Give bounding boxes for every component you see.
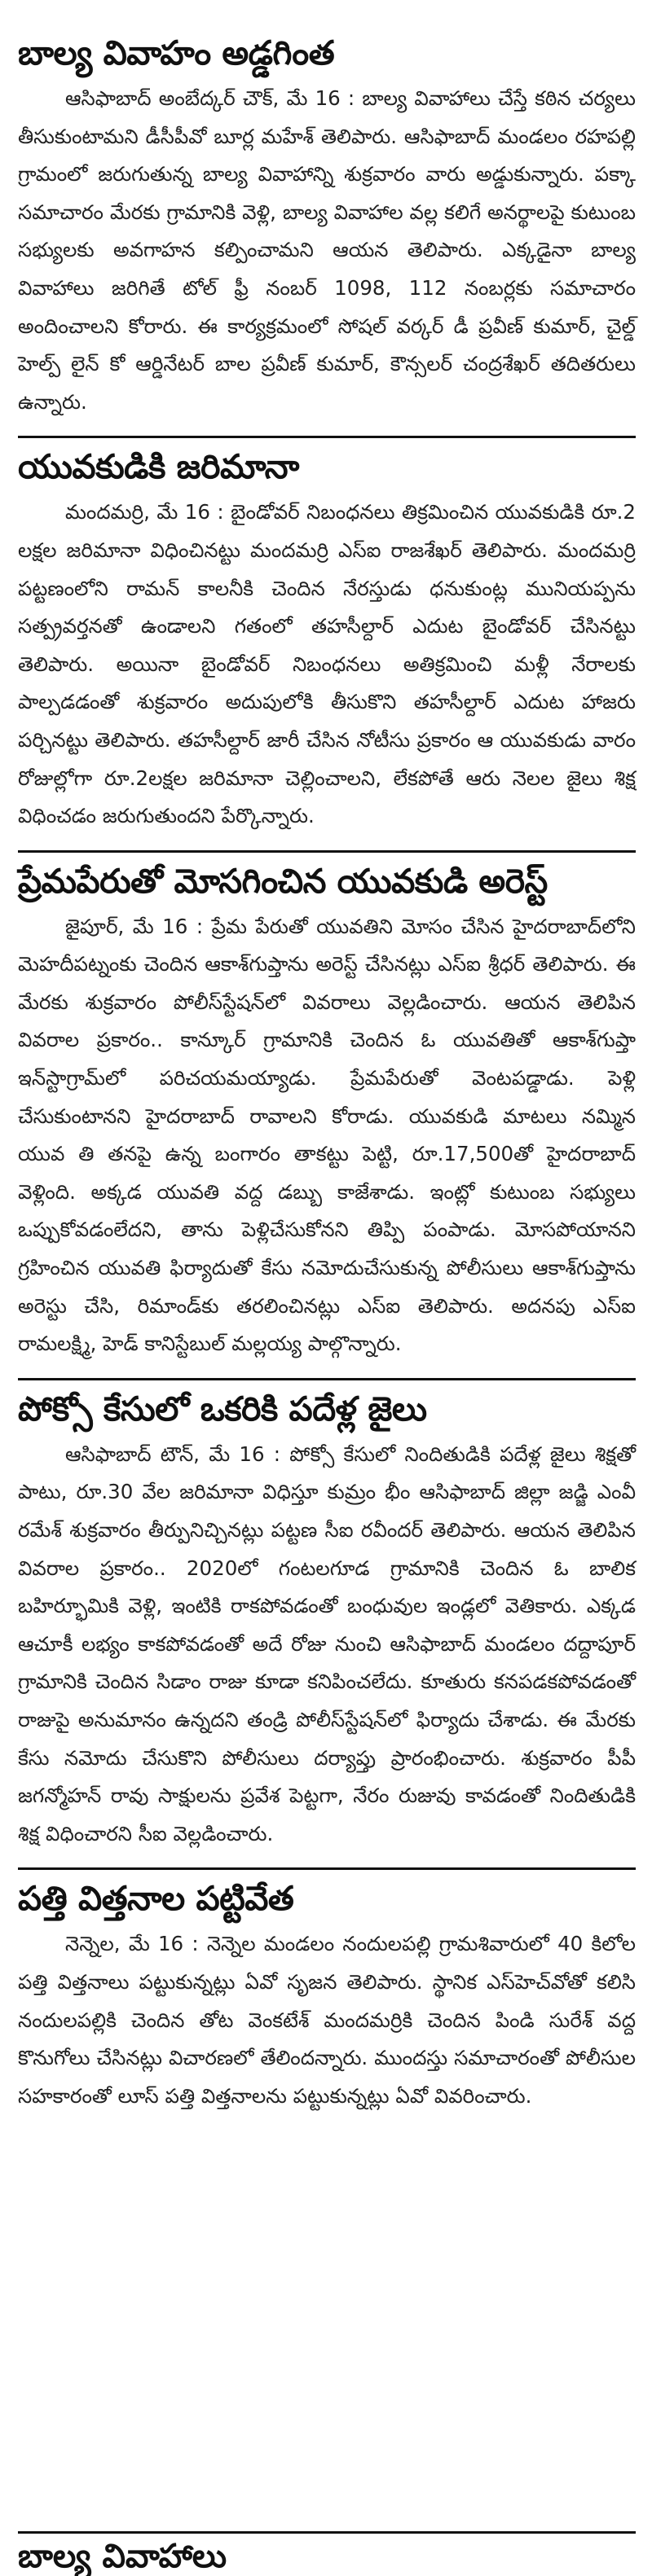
article-love-fraud-arrest xyxy=(18,850,636,1378)
headline-love-fraud-arrest: ప్రేమపేరుతో మోసగించిన యువకుడి అరెస్ట్ xyxy=(18,850,636,905)
article-youth-fine xyxy=(18,436,636,849)
article-cotton-seeds xyxy=(18,1867,636,2130)
headline-youth-fine: యువకుడికి జరిమానా xyxy=(18,436,636,490)
body-cotton-seeds: నెన్నెల, మే 16 : నెన్నెల మండలం నందులపల్లి గ్రామశివారులో 40 కిలోల పత్తి విత్తనాలు పట్టుకున్నట్లు ఏవో సృజన తెలిపారు. స్థానిక ఎస్‌హెచ్‌వోతో కలిసి నందులపల్లికి చెందిన తోట వెంకటేశ్ మందమర్రికి చెందిన పిండి సురేశ్ వద్ద కొనుగోలు చేసినట్లు విచారణలో తేలిందన్నారు. ముందస్తు సమాచారంతో పోలీసుల సహకారంతో లూస్ పత్తి విత్తనాలను పట్టుకున్నట్లు ఏవో వివరించారు. xyxy=(18,1932,636,2108)
headline-pocso-case: పోక్సో కేసులో ఒకరికి పదేళ్ల జైలు xyxy=(18,1378,636,1433)
partial-headline: బాల్య వివాహాలు xyxy=(18,2538,227,2575)
cut-off-next-article xyxy=(18,2531,636,2575)
body-youth-fine: మందమర్రి, మే 16 : బైండోవర్ నిబంధనలు తిక్రమించిన యువకుడికి రూ.2 లక్షల జరిమానా విధించినట్టు మందమర్రి ఎస్ఐ రాజశేఖర్ తెలిపారు. మందమర్రి పట్టణంలోని రామన్ కాలనీకి చెందిన నేరస్తుడు ధనుకుంట్ల మునియప్పను సత్ప్రవర్తనతో ఉండాలని గతంలో తహసీల్దార్ ఎదుట బైండోవర్ చేసినట్టు తెలిపారు. అయినా బైండోవర్ నిబంధనలు అతిక్రమించి మళ్లీ నేరాలకు పాల్పడడంతో శుక్రవారం అదుపులోకి తీసుకొని తహసీల్దార్ ఎదుట హాజరు పర్చినట్టు తెలిపారు. తహసీల్దార్ జారీ చేసిన నోటీసు ప్రకారం ఆ యువకుడు వారం రోజుల్లోగా రూ.2లక్షల జరిమానా చెల్లించాలని, లేకపోతే ఆరు నెలల జైలు శిక్ష విధించడం జరుగుతుందని పేర్కొన్నారు. xyxy=(18,500,636,828)
headline-cotton-seeds: పత్తి విత్తనాల పట్టివేత xyxy=(18,1867,636,1922)
body-love-fraud-arrest: జైపూర్, మే 16 : ప్రేమ పేరుతో యువతిని మోసం చేసిన హైదరాబాద్‌లోని మెహదీపట్నంకు చెందిన ఆకాశ్‌గుప్తాను అరెస్ట్ చేసినట్లు ఎస్ఐ శ్రీధర్ తెలిపారు. ఈ మేరకు శుక్రవారం పోలీస్‌స్టేషన్‌లో వివరాలు వెల్లడించారు. ఆయన తెలిపిన వివరాల ప్రకారం.. కాన్కూర్ గ్రామానికి చెందిన ఓ యువతితో ఆకాశ్‌గుప్తా ఇన్‌స్టాగ్రామ్‌లో పరిచయమయ్యాడు. ప్రేమపేరుతో వెంటపడ్డాడు. పెళ్లి చేసుకుంటానని హైదరాబాద్ రావాలని కోరాడు. యువకుడి మాటలు నమ్మిన యువ తి తనపై ఉన్న బంగారం తాకట్టు పెట్టి, రూ.17,500తో హైదరాబాద్ వెళ్లింది. అక్కడ యువతి వద్ద డబ్బు కాజేశాడు. ఇంట్లో కుటుంబ సభ్యులు ఒప్పుకోవడంలేదని, తాను పెళ్లిచేసుకోనని తిప్పి పంపాడు. మోసపోయానని గ్రహించిన యువతి ఫిర్యాదుతో కేసు నమోదుచేసుకున్న పోలీసులు ఆకాశ్‌గుప్తాను అరెస్టు చేసి, రిమాండ్‌కు తరలించినట్లు ఎస్ఐ తెలిపారు. అదనపు ఎస్ఐ రామలక్ష్మి, హెడ్ కానిస్టేబుల్ మల్లయ్య పాల్గొన్నారు. xyxy=(18,914,636,1356)
body-pocso-case: ఆసిఫాబాద్ టౌన్, మే 16 : పోక్సో కేసులో నిందితుడికి పదేళ్ల జైలు శిక్షతో పాటు, రూ.30 వేల జరిమానా విధిస్తూ కుమ్రం భీం ఆసిఫాబాద్ జిల్లా జడ్జి ఎంవీ రమేశ్ శుక్రవారం తీర్పునిచ్చినట్లు పట్టణ సీఐ రవీందర్ తెలిపారు. ఆయన తెలిపిన వివరాల ప్రకారం.. 2020లో గంటలగూడ గ్రామానికి చెందిన ఓ బాలిక బహిర్భూమికి వెళ్లి, ఇంటికి రాకపోవడంతో బంధువుల ఇండ్లలో వెతికారు. ఎక్కడ ఆచూకీ లభ్యం కాకపోవడంతో అదే రోజు నుంచి ఆసిఫాబాద్ మండలం దద్దాపూర్ గ్రామానికి చెందిన సిడాం రాజు కూడా కనిపించలేదు. కూతురు కనపడకపోవడంతో రాజుపై అనుమానం ఉన్నదని తండ్రి పోలీస్‌స్టేషన్‌లో ఫిర్యాదు చేశాడు. ఈ మేరకు కేసు నమోదు చేసుకొని పోలీసులు దర్యాప్తు ప్రారంభించారు. శుక్రవారం పీపీ జగన్మోహన్ రావు సాక్షులను ప్రవేశ పెట్టగా, నేరం రుజువు కావడంతో నిందితుడికి శిక్ష విధించారని సీఐ వెల్లడించారు. xyxy=(18,1442,636,1845)
body-child-marriage: ఆసిఫాబాద్ అంబేద్కర్ చౌక్, మే 16 : బాల్య వివాహాలు చేస్తే కఠిన చర్యలు తీసుకుంటామని డీసీపీవో బూర్ల మహేశ్ తెలిపారు. ఆసిఫాబాద్ మండలం రహపల్లి గ్రామంలో జరుగుతున్న బాల్య వివాహాన్ని శుక్రవారం వారు అడ్డుకున్నారు. పక్కా సమాచారం మేరకు గ్రామానికి వెళ్లి, బాల్య వివాహాల వల్ల కలిగే అనర్థాలపై కుటుంబ సభ్యులకు అవగాహన కల్పించామని ఆయన తెలిపారు. ఎక్కడైనా బాల్య వివాహాలు జరిగితే టోల్ ఫ్రీ నంబర్ 1098, 112 నంబర్లకు సమాచారం అందించాలని కోరారు. ఈ కార్యక్రమంలో సోషల్ వర్కర్ డీ ప్రవీణ్ కుమార్, చైల్డ్ హెల్ప్ లైన్ కో ఆర్డినేటర్ బాల ప్రవీణ్ కుమార్, కౌన్సలర్ చంద్రశేఖర్ తదితరులు ఉన్నారు. xyxy=(18,86,636,414)
article-pocso-case xyxy=(18,1378,636,1868)
headline-child-marriage: బాల్య వివాహం అడ్డగింత xyxy=(18,33,335,72)
article-child-marriage xyxy=(18,0,636,436)
